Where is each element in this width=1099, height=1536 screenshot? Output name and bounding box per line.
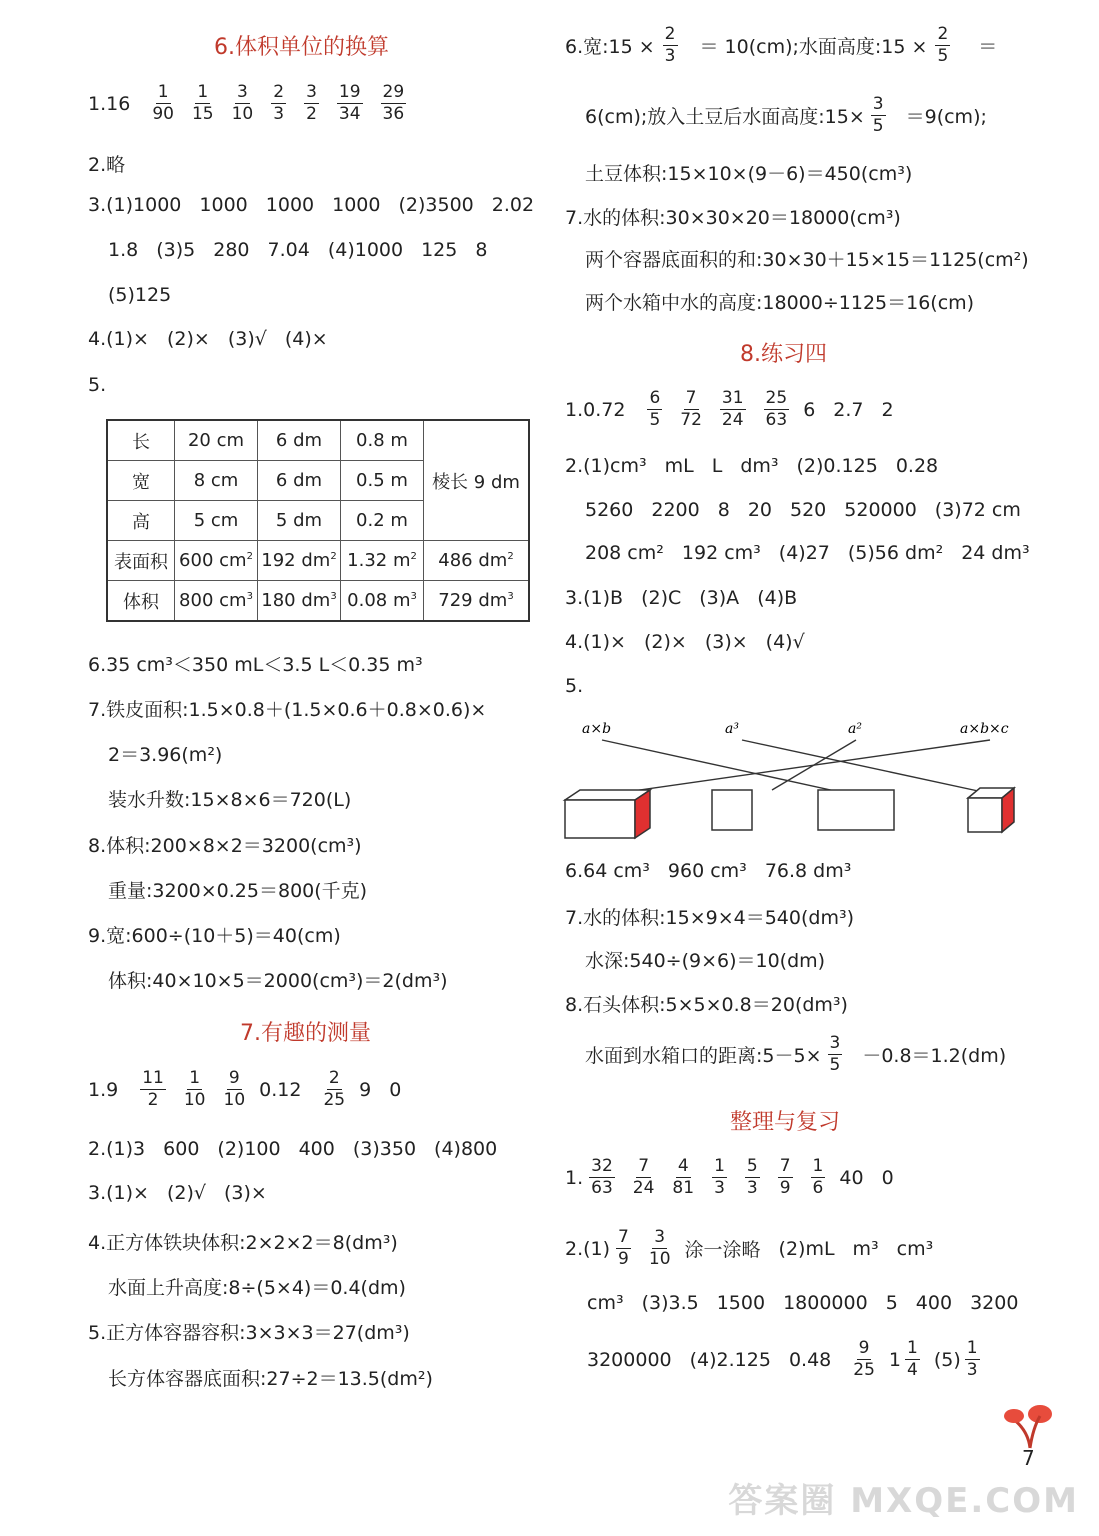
answer-7-1 — [88, 1068, 419, 1111]
cell: 8 cm — [175, 461, 258, 501]
answer-token: 3.(1)B — [565, 587, 624, 609]
answer-8-8a: 8.石头体积:5×5×0.8＝20(dm³) — [565, 994, 848, 1016]
answer-token: m³ — [852, 1237, 879, 1260]
fraction: $\frac{7}{72}$ — [680, 388, 702, 430]
answer-token: 3200 — [970, 1292, 1019, 1314]
answer-review-2b — [587, 1292, 1036, 1314]
answer-8-3 — [565, 587, 815, 609]
row-label: 体积 — [107, 581, 175, 622]
answer-token: (3)3.5 — [641, 1292, 699, 1314]
answer-token: 1000 — [199, 194, 248, 216]
cell: 0.08 $m^3$ — [341, 581, 424, 622]
cell: 192 $dm^2$ — [258, 541, 341, 581]
answer-token: (3)× — [224, 1182, 267, 1204]
answer-token: 2.(1) — [565, 1237, 611, 1260]
answer-token: 0.12 — [259, 1078, 302, 1101]
answer-7-5b: 长方体容器底面积:27÷2＝13.5(dm²) — [108, 1368, 433, 1390]
answer-6-7a: 7.铁皮面积:1.5×0.8＋(1.5×0.6＋0.8×0.6)× — [88, 699, 487, 721]
cell: 729 $dm^3$ — [424, 581, 530, 622]
fraction: $\frac{31}{24}$ — [721, 388, 744, 430]
row-label: 宽 — [107, 461, 175, 501]
answer-token: (4)B — [757, 587, 798, 609]
fraction: $\frac{29}{36}$ — [382, 82, 405, 124]
fraction: $\frac{1}{3}$ — [714, 1156, 725, 1198]
cell: 6 dm — [258, 461, 341, 501]
fraction: $\frac{32}{63}$ — [591, 1156, 613, 1198]
answer-token: 400 — [298, 1138, 335, 1160]
fraction: $\frac{3}{5}$ — [872, 94, 884, 136]
answer-r-7c: 两个水箱中水的高度:18000÷1125＝16(cm) — [585, 292, 975, 314]
answer-token: (2)× — [166, 328, 210, 350]
answer-token: cm³ — [896, 1237, 934, 1260]
answer-r-6b: 6(cm);放入土豆后水面高度:15× $\frac{3}{5}$ ＝9(cm); — [585, 94, 987, 136]
answer-review-2a — [565, 1227, 951, 1270]
answer-6-3a — [88, 194, 552, 216]
answer-token: 2.(1)3 — [88, 1138, 146, 1160]
answer-6-3b — [108, 239, 505, 261]
answer-6-1 — [88, 82, 420, 125]
answer-token: 600 — [163, 1138, 200, 1160]
answer-6-3c — [108, 284, 189, 306]
fraction: $\frac{7}{9}$ — [618, 1227, 629, 1269]
answer-7-5a: 5.正方体容器容积:3×3×3＝27(dm³) — [88, 1322, 410, 1344]
answer-token: 2.02 — [491, 194, 535, 216]
answer-token: 40 — [839, 1166, 864, 1189]
row-label: 高 — [107, 501, 175, 541]
cuboid-table — [106, 419, 530, 622]
fraction: $\frac{19}{34}$ — [338, 82, 361, 124]
answer-token: 400 — [915, 1292, 953, 1314]
answer-token: 5 — [885, 1292, 898, 1314]
answer-token: 1.16 — [88, 92, 131, 115]
cell: 800 $cm^3$ — [175, 581, 258, 622]
answer-token: 7.04 — [267, 239, 310, 261]
answer-token: 8 — [475, 239, 488, 261]
answer-token: 6.64 cm³ — [565, 860, 650, 882]
answer-8-4 — [565, 631, 823, 653]
answer-token: (4)27 — [778, 542, 830, 564]
fraction: $\frac{9}{10}$ — [223, 1068, 246, 1110]
answer-token: (2)C — [641, 587, 682, 609]
row-label: 长 — [107, 420, 175, 461]
answer-8-8b: 水面到水箱口的距离:5－5× $\frac{3}{5}$ －0.8＝1.2(dm) — [585, 1033, 1007, 1075]
shape-rectangle — [818, 790, 894, 830]
answer-token: 4.(1)× — [88, 328, 149, 350]
answer-token: 1.9 — [88, 1078, 119, 1101]
answer-r-6c: 土豆体积:15×10×(9－6)＝450(cm³) — [585, 163, 913, 185]
leaf-icon — [1000, 1400, 1060, 1450]
answer-token: mL — [664, 455, 694, 477]
row-label: 表面积 — [107, 541, 175, 581]
answer-6-4 — [88, 328, 346, 350]
answer-token: 6 — [803, 398, 816, 421]
fraction: $\frac{1}{4}$ — [906, 1338, 918, 1380]
fraction: $\frac{1}{90}$ — [152, 82, 174, 124]
answer-review-2c — [587, 1338, 994, 1381]
answer-token: 5260 — [585, 499, 634, 521]
answer-6-8b: 重量:3200×0.25＝800(千克) — [108, 880, 368, 902]
fraction: $\frac{9}{25}$ — [853, 1338, 875, 1380]
section-title-8: 8.练习四 — [740, 342, 827, 367]
answer-token: 1 — [888, 1348, 901, 1371]
answer-token: 1000 — [265, 194, 315, 216]
answer-token: (3)× — [704, 631, 748, 653]
label-a3: a³ — [725, 721, 739, 737]
cell: 6 dm — [258, 420, 341, 461]
answer-6-5: 5. — [88, 374, 107, 396]
cell: 20 cm — [175, 420, 258, 461]
label-axbxc: a×b×c — [960, 721, 1009, 737]
answer-token: (3)√ — [227, 328, 267, 350]
fraction: $\frac{25}{63}$ — [765, 388, 788, 430]
answer-token: 280 — [213, 239, 250, 261]
shape-cube — [968, 788, 1014, 832]
cell: 600 $cm^2$ — [175, 541, 258, 581]
cell: 0.5 m — [341, 461, 424, 501]
answer-token: (4)800 — [434, 1138, 498, 1160]
answer-r-6a: 6.宽:15 × $\frac{2}{3}$ ＝ 10(cm);水面高度:15 × $\frac{2}{5}$ ＝ — [565, 24, 998, 66]
answer-token: 208 cm² — [585, 542, 664, 564]
fraction: $\frac{2}{3}$ — [273, 82, 285, 124]
answer-token: 4.(1)× — [565, 631, 626, 653]
answer-token: (4)× — [284, 328, 328, 350]
answer-token: 2200 — [651, 499, 700, 521]
answer-token: 520 — [790, 499, 827, 521]
answer-6-6: 6.35 cm³＜350 mL＜3.5 L＜0.35 m³ — [88, 654, 423, 676]
answer-token: (3)350 — [352, 1138, 417, 1160]
fraction: $\frac{1}{15}$ — [191, 82, 214, 124]
answer-7-4a: 4.正方体铁块体积:2×2×2＝8(dm³) — [88, 1232, 398, 1254]
cell: 0.8 m — [341, 420, 424, 461]
answer-6-8a: 8.体积:200×8×2＝3200(cm³) — [88, 835, 362, 857]
fraction: $\frac{7}{24}$ — [632, 1156, 655, 1198]
shape-square — [712, 790, 752, 830]
answer-6-7c: 装水升数:15×8×6＝720(L) — [108, 789, 352, 811]
answer-token: (2)3500 — [398, 194, 474, 216]
answer-token: 0 — [881, 1166, 894, 1189]
label-axb: a×b — [582, 721, 612, 737]
answer-8-7b: 水深:540÷(9×6)＝10(dm) — [585, 950, 826, 972]
answer-token: 涂一涂略 — [684, 1239, 761, 1261]
answer-8-1 — [565, 388, 912, 431]
answer-token: (2)× — [643, 631, 687, 653]
answer-8-2a — [565, 455, 956, 477]
answer-token: (2)√ — [166, 1182, 206, 1204]
answer-6-2: 2.略 — [88, 154, 126, 176]
answer-token: 0.48 — [788, 1348, 832, 1371]
answer-token: 8 — [717, 499, 730, 521]
answer-token: 1.0.72 — [565, 398, 626, 421]
section-title-review: 整理与复习 — [730, 1110, 841, 1135]
cell: 180 $dm^3$ — [258, 581, 341, 622]
answer-7-2 — [88, 1138, 515, 1160]
fraction: $\frac{2}{25}$ — [323, 1068, 346, 1110]
answer-token: 24 dm³ — [961, 542, 1030, 564]
answer-token: 3200000 — [587, 1348, 672, 1371]
answer-r-7b: 两个容器底面积的和:30×30＋15×15＝1125(cm²) — [585, 249, 1029, 271]
answer-token: 2.(1)cm³ — [565, 455, 647, 477]
page-number: 7 — [1022, 1446, 1035, 1470]
label-a2: a² — [848, 721, 862, 737]
cell: 5 cm — [175, 501, 258, 541]
answer-token: 0.28 — [895, 455, 939, 477]
watermark: 答案圈 MXQE.COM — [728, 1481, 1079, 1521]
answer-token: (5) — [933, 1348, 961, 1371]
fraction: $\frac{1}{10}$ — [183, 1068, 206, 1110]
fraction: $\frac{4}{81}$ — [672, 1156, 695, 1198]
answer-8-2c — [585, 542, 1048, 564]
answer-token: 3.(1)1000 — [88, 194, 182, 216]
cell: 1.32 $m^2$ — [341, 541, 424, 581]
answer-r-7a: 7.水的体积:30×30×20＝18000(cm³) — [565, 207, 901, 229]
fraction: $\frac{3}{10}$ — [231, 82, 254, 124]
matching-figure — [560, 712, 1030, 842]
answer-token: 2 — [881, 398, 894, 421]
fraction: $\frac{2}{5}$ — [937, 24, 949, 66]
answer-token: L — [711, 455, 723, 477]
answer-token: (3)72 cm — [934, 499, 1021, 521]
fraction: $\frac{11}{2}$ — [142, 1068, 164, 1110]
shape-long-cuboid — [565, 790, 650, 838]
answer-token: (2)100 — [217, 1138, 281, 1160]
answer-token: (5)125 — [108, 284, 172, 306]
cell-edge: 棱长 9 dm — [424, 420, 530, 541]
answer-token: 20 — [747, 499, 772, 521]
answer-review-1 — [565, 1156, 912, 1199]
fraction: $\frac{3}{10}$ — [648, 1227, 671, 1269]
answer-token: cm³ — [587, 1292, 624, 1314]
answer-token: 9 — [359, 1078, 372, 1101]
answer-token: (4)2.125 — [689, 1348, 771, 1371]
answer-token: (2)mL — [778, 1237, 835, 1260]
answer-token: 1800000 — [783, 1292, 868, 1314]
fraction: $\frac{1}{3}$ — [966, 1338, 978, 1380]
answer-token: 1000 — [332, 194, 381, 216]
fraction: $\frac{7}{9}$ — [779, 1156, 791, 1198]
answer-6-9b: 体积:40×10×5＝2000(cm³)＝2(dm³) — [108, 970, 448, 992]
answer-token: (3)5 — [156, 239, 196, 261]
answer-token: (4)1000 — [327, 239, 404, 261]
section-title-7: 7.有趣的测量 — [240, 1021, 371, 1046]
cell: 0.2 m — [341, 501, 424, 541]
answer-token: 125 — [421, 239, 458, 261]
answer-token: (3)A — [699, 587, 740, 609]
answer-7-3 — [88, 1182, 285, 1204]
answer-token: (5)56 dm² — [847, 542, 944, 564]
fraction: $\frac{1}{6}$ — [812, 1156, 824, 1198]
answer-token: 3.(1)× — [88, 1182, 149, 1204]
answer-8-6 — [565, 860, 869, 882]
answer-token: (4)√ — [765, 631, 805, 653]
fraction: $\frac{6}{5}$ — [649, 388, 661, 430]
answer-6-7b: 2＝3.96(m²) — [108, 744, 223, 766]
match-lines — [602, 740, 992, 796]
answer-7-4b: 水面上升高度:8÷(5×4)＝0.4(dm) — [108, 1277, 406, 1299]
answer-token: 960 cm³ — [667, 860, 747, 882]
answer-token: 0 — [389, 1078, 402, 1101]
answer-8-7a: 7.水的体积:15×9×4＝540(dm³) — [565, 907, 854, 929]
answer-6-9a: 9.宽:600÷(10＋5)＝40(cm) — [88, 925, 341, 947]
fraction: $\frac{2}{3}$ — [664, 24, 676, 66]
answer-token: 520000 — [844, 499, 917, 521]
answer-token: 76.8 dm³ — [764, 860, 852, 882]
answer-token: 1. — [565, 1166, 584, 1189]
fraction: $\frac{5}{3}$ — [746, 1156, 758, 1198]
answer-token: 2.7 — [833, 398, 864, 421]
section-title-6: 6.体积单位的换算 — [214, 35, 389, 60]
cell: 486 $dm^2$ — [424, 541, 530, 581]
fraction: $\frac{3}{5}$ — [829, 1033, 841, 1075]
answer-8-5: 5. — [565, 675, 584, 697]
answer-token: 192 cm³ — [681, 542, 761, 564]
fraction: $\frac{3}{2}$ — [306, 82, 317, 124]
answer-token: dm³ — [740, 455, 779, 477]
answer-token: (2)0.125 — [796, 455, 878, 477]
answer-token: 1500 — [716, 1292, 766, 1314]
answer-8-2b — [585, 499, 1039, 521]
answer-token: 1.8 — [108, 239, 139, 261]
cell: 5 dm — [258, 501, 341, 541]
